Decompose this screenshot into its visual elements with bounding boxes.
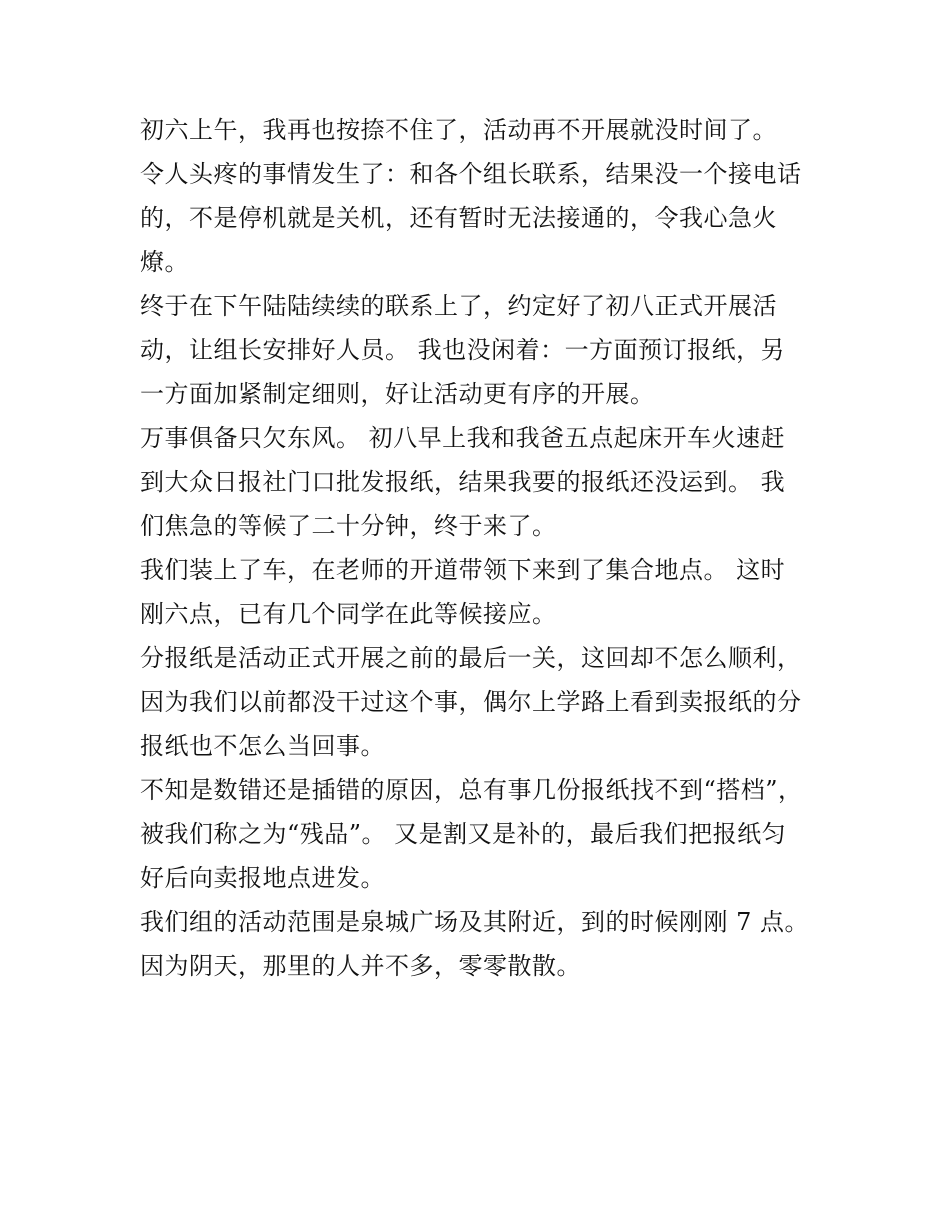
- text-line: 好后向卖报地点进发。: [140, 864, 385, 892]
- text-line: 我们组的活动范围是泉城广场及其附近，到的时候刚刚 7 点。: [140, 908, 810, 936]
- text-line: 燎。: [140, 248, 189, 276]
- text-line: 因为我们以前都没干过这个事，偶尔上学路上看到卖报纸的分: [140, 688, 802, 716]
- text-line: 到大众日报社门口批发报纸，结果我要的报纸还没运到。 我: [140, 468, 786, 496]
- text-line: 因为阴天，那里的人并不多，零零散散。: [140, 952, 581, 980]
- document-body: [140, 108, 820, 988]
- text-line: 被我们称之为“残品”。 又是割又是补的，最后我们把报纸匀: [140, 820, 787, 848]
- text-line: 初六上午，我再也按捺不住了，活动再不开展就没时间了。: [140, 116, 777, 144]
- text-line: 的，不是停机就是关机，还有暂时无法接通的，令我心急火: [140, 204, 777, 232]
- text-line: 终于在下午陆陆续续的联系上了，约定好了初八正式开展活: [140, 292, 777, 320]
- text-line: 动，让组长安排好人员。 我也没闲着：一方面预订报纸，另: [140, 336, 786, 364]
- text-line: 我们装上了车，在老师的开道带领下来到了集合地点。 这时: [140, 556, 786, 584]
- text-line: 万事俱备只欠东风。 初八早上我和我爸五点起床开车火速赶: [140, 424, 786, 452]
- text-line: 令人头疼的事情发生了：和各个组长联系，结果没一个接电话: [140, 160, 802, 188]
- text-line: 分报纸是活动正式开展之前的最后一关，这回却不怎么顺利，: [140, 644, 802, 672]
- text-line: 们焦急的等候了二十分钟，终于来了。: [140, 512, 557, 540]
- text-line: 一方面加紧制定细则，好让活动更有序的开展。: [140, 380, 655, 408]
- text-line: 不知是数错还是插错的原因，总有事几份报纸找不到“搭档”，: [140, 776, 803, 804]
- text-line: 刚六点，已有几个同学在此等候接应。: [140, 600, 557, 628]
- text-line: 报纸也不怎么当回事。: [140, 732, 385, 760]
